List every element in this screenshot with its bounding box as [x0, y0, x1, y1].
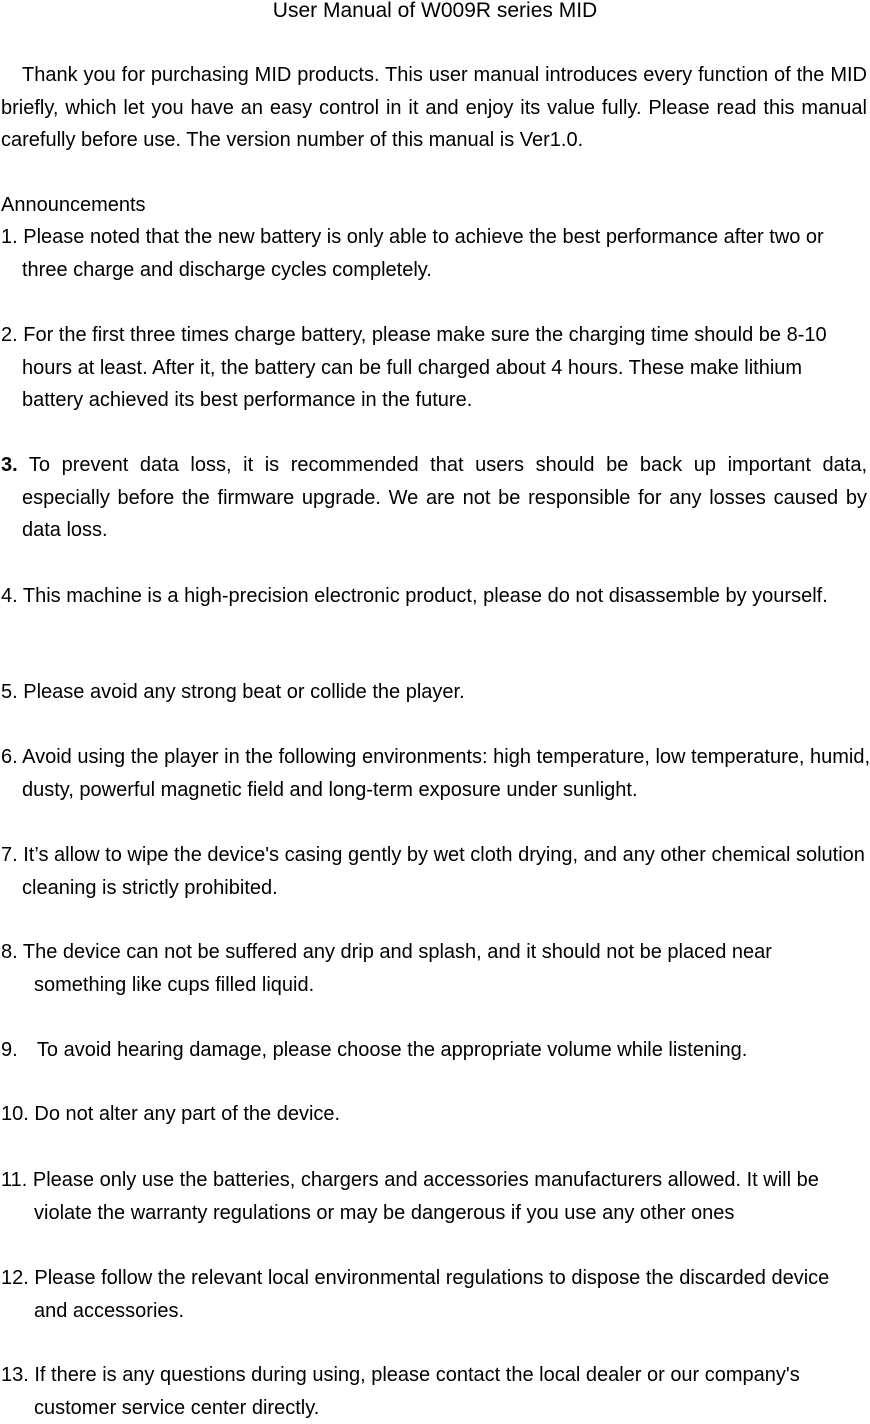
announcement-item-5 — [1, 676, 867, 709]
item-text: Avoid using the player in the following environments: high temperature, low temperature, humid, dusty, powerful magnetic field and long-term exposure under sunlight. — [22, 746, 870, 801]
item-text: Please avoid any strong beat or collide the player. — [23, 681, 465, 703]
item-text: Please follow the relevant local environmental regulations to dispose the discarded device and accessories. — [34, 1267, 830, 1322]
announcement-item-3 — [1, 449, 867, 547]
item-text: Please noted that the new battery is only able to achieve the best performance after two or three charge and discharge cycles completely. — [22, 226, 824, 281]
announcement-item-4 — [1, 580, 867, 613]
item-text: It’s allow to wipe the device's casing gently by wet cloth drying, and any other chemical solution cleaning is strictly prohibited. — [22, 844, 865, 899]
item-number: 11. — [1, 1169, 28, 1191]
item-number: 3. — [1, 454, 18, 476]
announcement-item-13 — [1, 1359, 867, 1424]
item-text: Do not alter any part of the device. — [34, 1103, 341, 1125]
announcement-item-2 — [1, 319, 867, 417]
item-number: 7. — [1, 844, 18, 866]
item-text: If there is any questions during using, please contact the local dealer or our company's customer service center directly. — [34, 1364, 800, 1419]
item-number: 5. — [1, 681, 18, 703]
item-number: 8. — [1, 941, 18, 963]
item-number: 9. — [1, 1039, 18, 1061]
announcement-item-12 — [1, 1262, 867, 1327]
announcements-heading: Announcements — [1, 194, 146, 216]
item-text: The device can not be suffered any drip and splash, and it should not be placed near something like cups filled liquid. — [22, 941, 772, 996]
announcement-item-11 — [1, 1164, 867, 1229]
item-number: 13. — [1, 1364, 29, 1386]
announcement-item-1 — [1, 221, 867, 286]
item-number: 6. — [1, 746, 18, 768]
intro-paragraph: Thank you for purchasing MID products. This user manual introduces every function of the MID briefly, which let you have an easy control in it and enjoy its value fully. Please read this manual carefully before use. The version number of this manual is Ver1.0. — [1, 64, 867, 152]
item-number: 12. — [1, 1267, 29, 1289]
item-text: For the first three times charge battery, please make sure the charging time should be 8-10 hours at least. After it, the battery can be full charged about 4 hours. These make lithium battery achieved its best performance in the future. — [22, 324, 827, 412]
announcement-item-9 — [1, 1034, 867, 1067]
announcement-item-10 — [1, 1098, 867, 1131]
announcement-item-8 — [1, 936, 867, 1001]
document-title: User Manual of W009R series MID — [272, 0, 598, 22]
item-number: 1. — [1, 226, 18, 248]
item-number: 10. — [1, 1103, 29, 1125]
item-text: To avoid hearing damage, please choose the appropriate volume while listening. — [36, 1039, 748, 1061]
announcement-item-7 — [1, 839, 867, 904]
announcement-item-6 — [1, 741, 870, 806]
item-text: Please only use the batteries, chargers and accessories manufacturers allowed. It will be violate the warranty regulations or may be dangerous if you use any other ones — [32, 1169, 819, 1224]
item-text: This machine is a high-precision electronic product, please do not disassemble by yourself. — [22, 585, 828, 607]
item-text: To prevent data loss, it is recommended that users should be back up important data, especially before the firmware upgrade. We are not be responsible for any losses caused by data loss. — [22, 454, 868, 542]
item-number: 4. — [1, 585, 18, 607]
item-number: 2. — [1, 324, 18, 346]
